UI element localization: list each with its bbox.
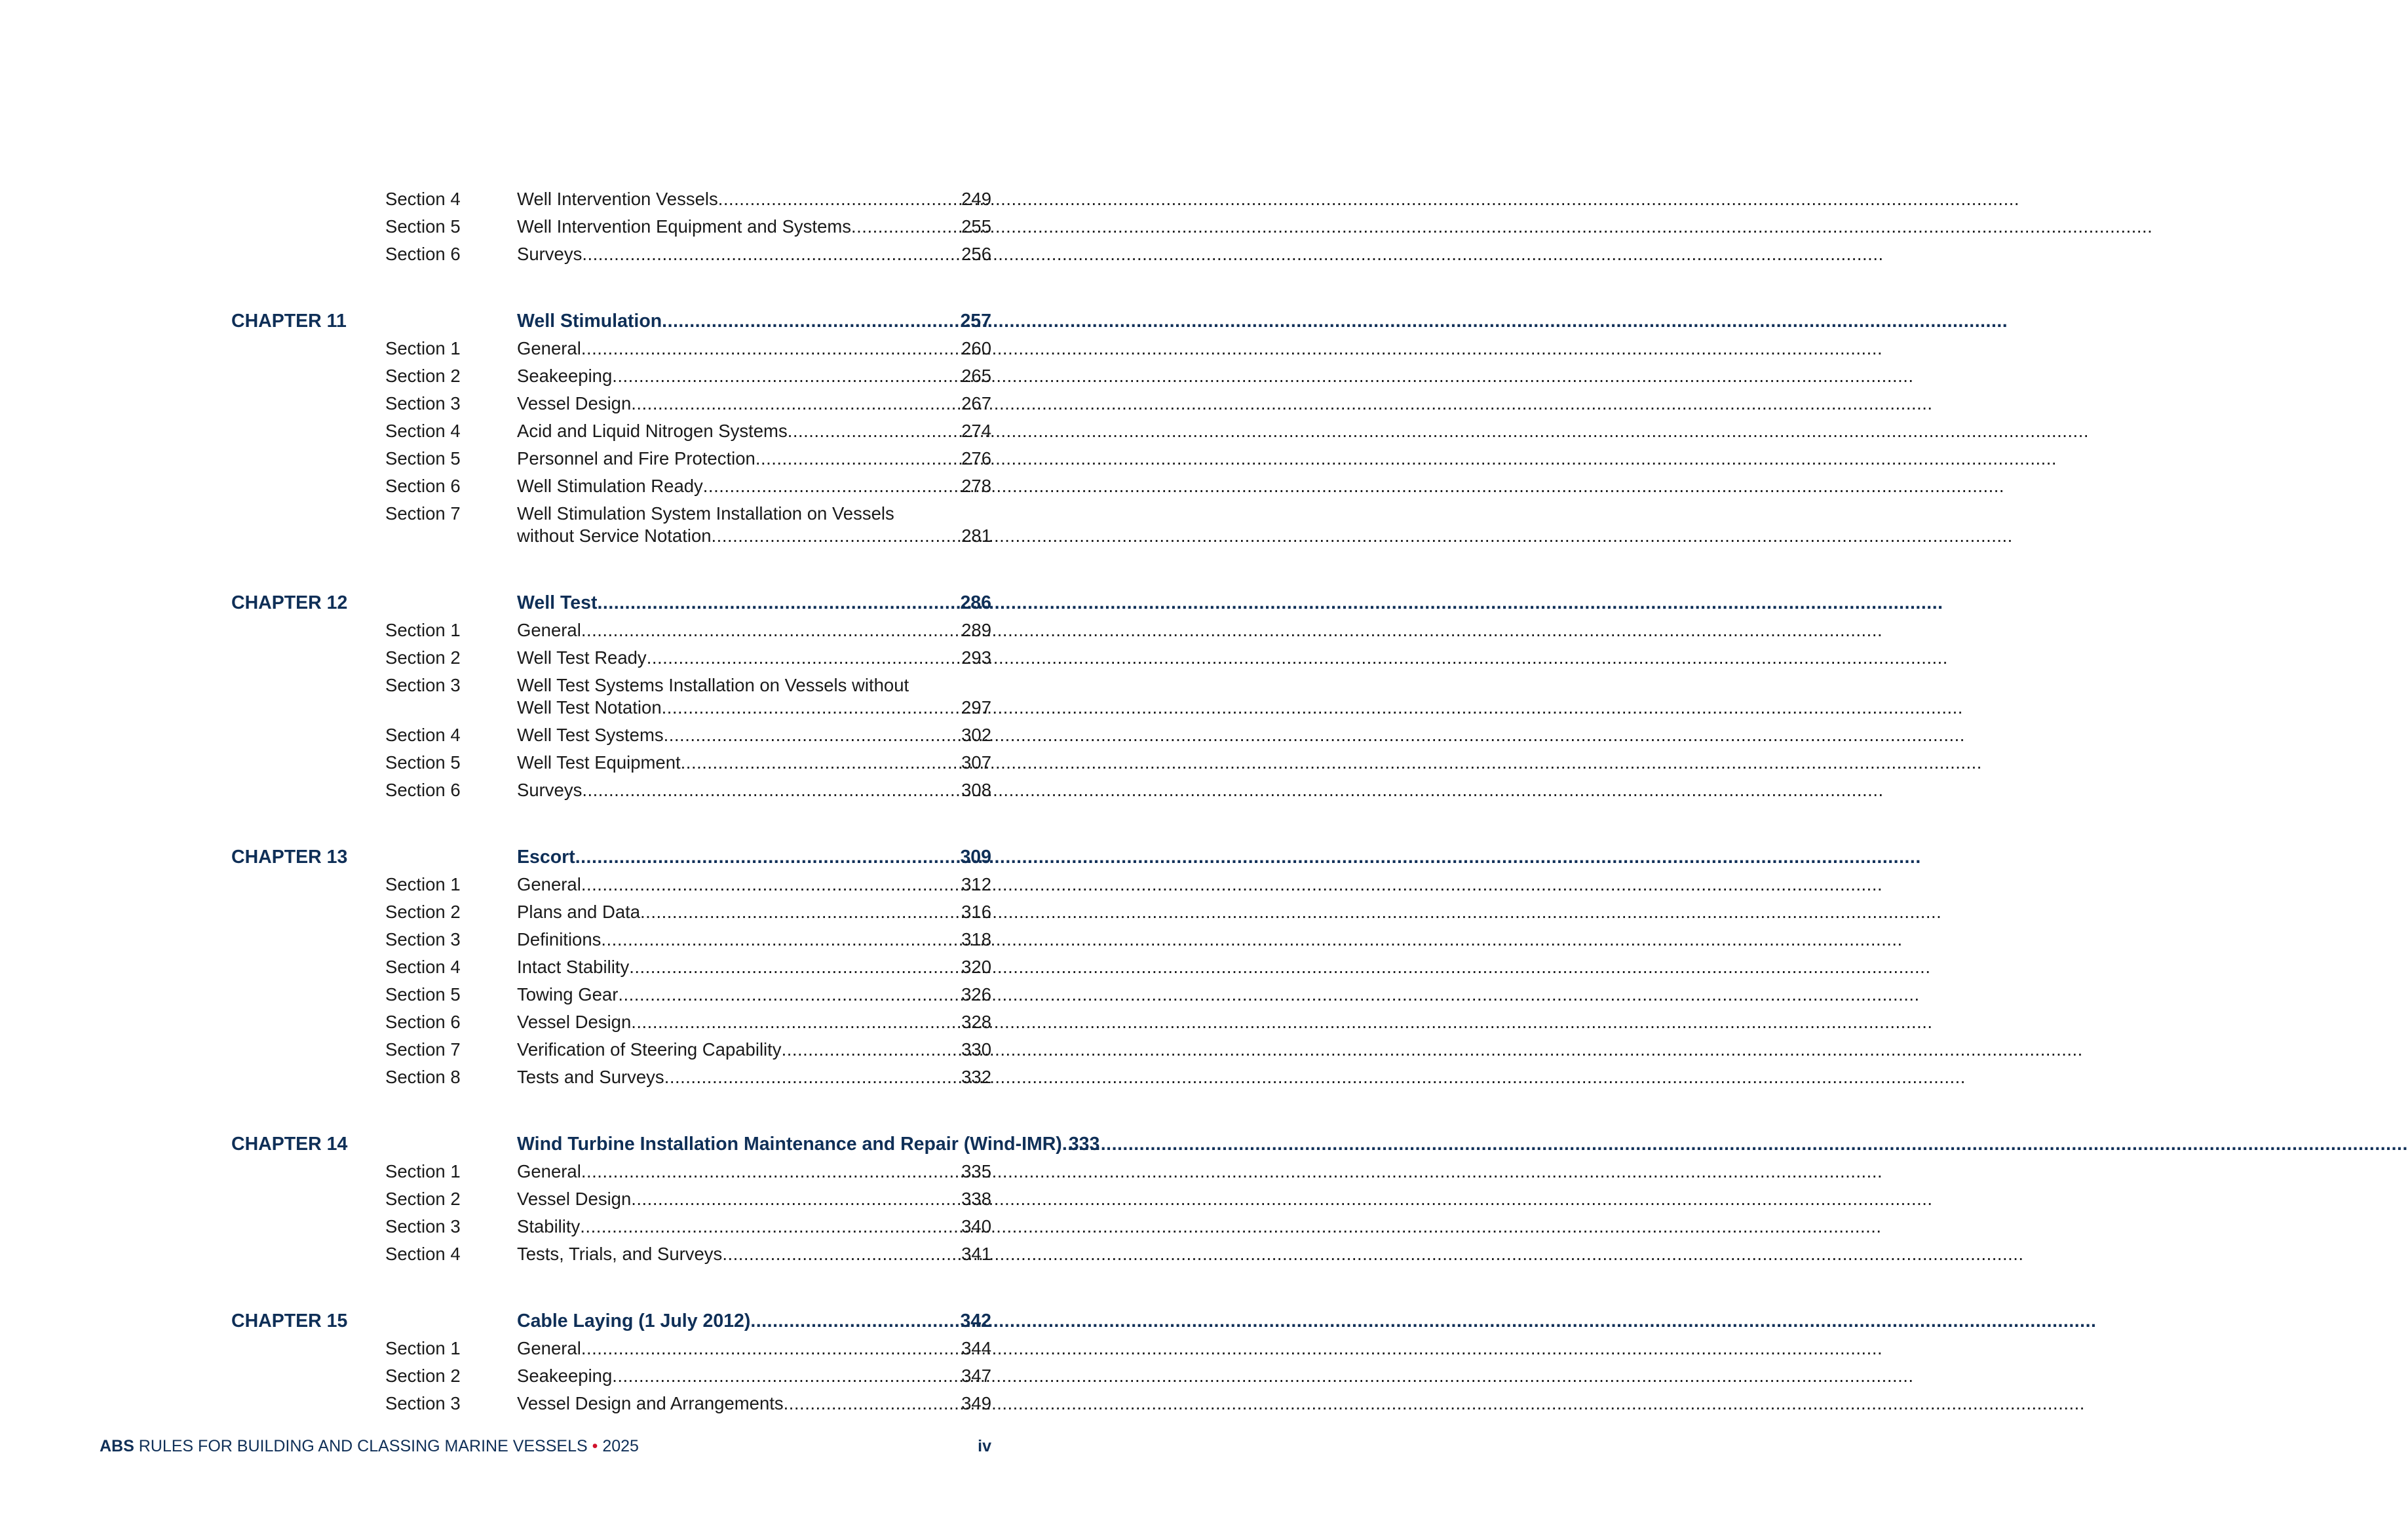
section-label: Section 6 [385, 1012, 461, 1032]
section-page-number[interactable]: 249 [961, 189, 991, 209]
chapter-title[interactable]: Cable Laying (1 July 2012) [517, 1311, 751, 1331]
section-label: Section 4 [385, 189, 461, 209]
section-page-number[interactable]: 312 [961, 874, 991, 894]
section-title[interactable]: General [517, 874, 581, 894]
chapter-label: CHAPTER 11 [231, 311, 347, 332]
footer-bullet: • [592, 1437, 598, 1455]
section-title[interactable]: General [517, 1161, 581, 1181]
section-title[interactable]: Vessel Design and Arrangements [517, 1393, 784, 1413]
section-page-number[interactable]: 328 [961, 1012, 991, 1032]
section-leader-dots [664, 724, 961, 746]
section-page-number[interactable]: 281 [961, 526, 991, 546]
section-page-number[interactable]: 338 [961, 1189, 991, 1209]
section-label: Section 2 [385, 1366, 461, 1386]
section-page-number[interactable]: 340 [961, 1216, 991, 1236]
chapter-leader-dots [597, 592, 960, 614]
section-leader-dots [782, 1039, 962, 1061]
section-page-number[interactable]: 267 [961, 393, 991, 413]
section-page-number[interactable]: 347 [961, 1366, 991, 1386]
section-page-number[interactable]: 307 [961, 752, 991, 773]
section-leader-dots [612, 1365, 961, 1387]
section-title[interactable]: Plans and Data [517, 902, 641, 922]
section-title[interactable]: Seakeeping [517, 366, 613, 386]
section-title[interactable]: without Service Notation [517, 526, 712, 546]
section-label: Section 5 [385, 448, 461, 469]
section-label: Section 4 [385, 957, 461, 977]
section-page-number[interactable]: 278 [961, 476, 991, 496]
chapter-label: CHAPTER 14 [231, 1134, 348, 1155]
section-label: Section 1 [385, 1161, 461, 1181]
section-label: Section 1 [385, 874, 461, 894]
section-leader-dots [788, 420, 961, 442]
section-title[interactable]: Well Intervention Equipment and Systems [517, 216, 852, 237]
section-page-number[interactable]: 293 [961, 647, 991, 668]
section-title[interactable]: Acid and Liquid Nitrogen Systems [517, 421, 788, 441]
section-label: Section 4 [385, 725, 461, 745]
section-label: Section 2 [385, 1189, 461, 1209]
section-label: Section 7 [385, 1039, 461, 1060]
section-page-number[interactable]: 297 [961, 697, 991, 718]
section-leader-dots [582, 243, 961, 265]
section-label: Section 4 [385, 421, 461, 441]
section-title[interactable]: Vessel Design [517, 1189, 632, 1209]
section-leader-dots [631, 393, 961, 415]
section-leader-dots [712, 525, 962, 547]
chapter-title[interactable]: Well Test [517, 592, 598, 613]
chapter-label: CHAPTER 12 [231, 592, 348, 613]
section-title[interactable]: Towing Gear [517, 984, 619, 1005]
section-label: Section 4 [385, 1244, 461, 1264]
chapter-leader-dots [750, 1310, 960, 1332]
section-page-number[interactable]: 341 [961, 1244, 991, 1264]
section-label: Section 2 [385, 902, 461, 922]
section-page-number[interactable]: 318 [961, 929, 991, 949]
section-page-number[interactable]: 274 [961, 421, 991, 441]
section-title[interactable]: Well Test Systems [517, 725, 664, 745]
section-page-number[interactable]: 260 [961, 338, 991, 358]
section-title[interactable]: Intact Stability [517, 957, 630, 977]
section-label: Section 2 [385, 366, 461, 386]
chapter-label: CHAPTER 13 [231, 847, 348, 868]
chapter-title[interactable]: Wind Turbine Installation Maintenance and Repair (Wind-IMR) [517, 1134, 1062, 1155]
section-title[interactable]: Vessel Design [517, 393, 632, 413]
section-page-number[interactable]: 316 [961, 902, 991, 922]
section-title-first-line[interactable]: Well Test Systems Installation on Vessels without [517, 675, 909, 695]
section-title[interactable]: General [517, 338, 581, 358]
section-label: Section 3 [385, 393, 461, 413]
chapter-leader-dots [662, 310, 960, 332]
section-label: Section 8 [385, 1067, 461, 1087]
page-footer [100, 1437, 639, 1456]
section-page-number[interactable]: 332 [961, 1067, 991, 1087]
section-title[interactable]: Stability [517, 1216, 581, 1236]
section-title[interactable]: Well Intervention Vessels [517, 189, 718, 209]
section-page-number[interactable]: 344 [961, 1338, 991, 1358]
section-leader-dots [664, 1066, 961, 1088]
section-title[interactable]: Well Test Ready [517, 647, 647, 668]
section-label: Section 3 [385, 1393, 461, 1413]
section-leader-dots [581, 337, 961, 360]
section-leader-dots [618, 984, 961, 1006]
section-leader-dots [581, 1160, 961, 1183]
section-leader-dots [581, 873, 961, 896]
section-title[interactable]: Seakeeping [517, 1366, 613, 1386]
section-title[interactable]: Well Stimulation Ready [517, 476, 703, 496]
section-page-number[interactable]: 289 [961, 620, 991, 640]
section-page-number[interactable]: 335 [961, 1161, 991, 1181]
section-label: Section 6 [385, 244, 461, 264]
section-page-number[interactable]: 330 [961, 1039, 991, 1060]
section-leader-dots [582, 779, 961, 801]
section-title[interactable]: Tests and Surveys [517, 1067, 664, 1087]
footer-document-title: RULES FOR BUILDING AND CLASSING MARINE VESSELS [138, 1437, 588, 1455]
section-page-number[interactable]: 255 [961, 216, 991, 237]
section-title[interactable]: Surveys [517, 244, 583, 264]
section-leader-dots [629, 956, 961, 978]
footer-page-number: iv [978, 1437, 991, 1455]
section-label: Section 7 [385, 503, 461, 524]
section-page-number[interactable]: 276 [961, 448, 991, 469]
section-label: Section 3 [385, 929, 461, 949]
chapter-page-number[interactable]: 342 [960, 1311, 991, 1331]
footer-year: 2025 [602, 1437, 639, 1455]
section-leader-dots [662, 697, 961, 719]
section-label: Section 1 [385, 338, 461, 358]
section-title[interactable]: General [517, 620, 581, 640]
chapter-leader-dots [1062, 1133, 1069, 1155]
section-title[interactable]: Verification of Steering Capability [517, 1039, 782, 1060]
chapter-page-number[interactable]: 333 [1068, 1134, 1100, 1155]
section-page-number[interactable]: 256 [961, 244, 991, 264]
section-leader-dots [784, 1392, 961, 1415]
section-title[interactable]: General [517, 1338, 581, 1358]
section-label: Section 2 [385, 647, 461, 668]
section-leader-dots [631, 1188, 961, 1210]
section-leader-dots [851, 216, 961, 238]
section-leader-dots [681, 752, 961, 774]
section-label: Section 3 [385, 1216, 461, 1236]
chapter-title[interactable]: Escort [517, 847, 575, 868]
section-leader-dots [718, 188, 961, 210]
section-leader-dots [647, 647, 961, 669]
section-leader-dots [580, 1216, 961, 1238]
section-leader-dots [703, 475, 961, 497]
section-leader-dots [612, 365, 961, 387]
section-label: Section 5 [385, 984, 461, 1005]
footer-brand: ABS [100, 1437, 134, 1455]
section-leader-dots [581, 619, 961, 642]
section-leader-dots [581, 1337, 961, 1360]
section-label: Section 1 [385, 1338, 461, 1358]
section-title[interactable]: Definitions [517, 929, 602, 949]
section-page-number[interactable]: 308 [961, 780, 991, 800]
section-title[interactable]: Surveys [517, 780, 583, 800]
section-label: Section 1 [385, 620, 461, 640]
section-title[interactable]: Well Test Notation [517, 697, 662, 718]
section-page-number[interactable]: 326 [961, 984, 991, 1005]
section-label: Section 3 [385, 675, 461, 695]
section-page-number[interactable]: 320 [961, 957, 991, 977]
chapter-label: CHAPTER 15 [231, 1311, 348, 1331]
section-label: Section 5 [385, 216, 461, 237]
section-title[interactable]: Vessel Design [517, 1012, 632, 1032]
section-page-number[interactable]: 265 [961, 366, 991, 386]
section-leader-dots [755, 448, 961, 470]
section-title-first-line[interactable]: Well Stimulation System Installation on Vessels [517, 503, 894, 524]
section-leader-dots [640, 901, 961, 923]
section-title[interactable]: Well Test Equipment [517, 752, 681, 773]
section-leader-dots [722, 1243, 961, 1265]
chapter-page-number[interactable]: 309 [960, 847, 991, 868]
section-title[interactable]: Tests, Trials, and Surveys [517, 1244, 723, 1264]
section-label: Section 6 [385, 476, 461, 496]
section-label: Section 6 [385, 780, 461, 800]
section-page-number[interactable]: 349 [961, 1393, 991, 1413]
section-title[interactable]: Personnel and Fire Protection [517, 448, 755, 469]
chapter-page-number[interactable]: 257 [960, 311, 991, 332]
chapter-title[interactable]: Well Stimulation [517, 311, 662, 332]
chapter-page-number[interactable]: 286 [960, 592, 991, 613]
chapter-leader-dots [575, 846, 961, 868]
section-leader-dots [631, 1011, 961, 1033]
section-page-number[interactable]: 302 [961, 725, 991, 745]
section-label: Section 5 [385, 752, 461, 773]
section-leader-dots [601, 929, 961, 951]
